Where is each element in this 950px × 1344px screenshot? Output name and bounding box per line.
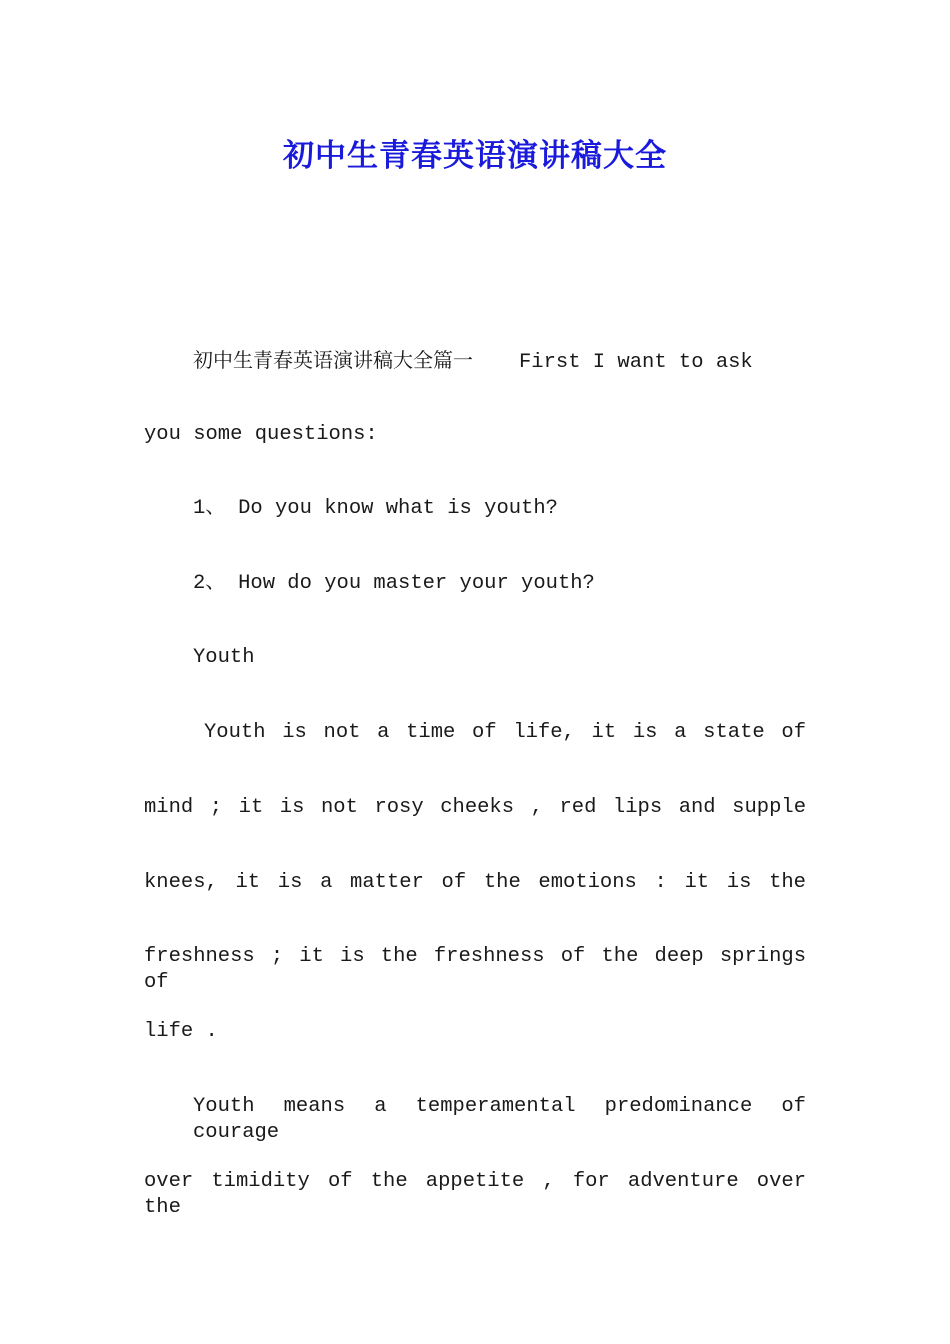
paragraph-line: mind ; it is not rosy cheeks , red lips and supple <box>144 796 806 819</box>
intro-text: First I want to ask <box>519 351 753 374</box>
paragraph-line: you some questions: <box>144 423 378 446</box>
question-item: 2、 How do you master your youth? <box>193 572 595 595</box>
paragraph-line: freshness ; it is the freshness of the deep springs of <box>144 945 806 994</box>
section-heading: 初中生青春英语演讲稿大全篇一 <box>193 348 473 372</box>
paragraph-line: over timidity of the appetite , for adventure over the <box>144 1170 806 1219</box>
paragraph-line: knees, it is a matter of the emotions : it is the <box>144 871 806 894</box>
paragraph-line: Youth is not a time of life, it is a state of <box>204 721 806 744</box>
document-title: 初中生青春英语演讲稿大全 <box>283 138 667 174</box>
first-paragraph-line <box>193 347 806 373</box>
paragraph-line: life . <box>144 1020 218 1043</box>
question-item: 1、 Do you know what is youth? <box>193 497 558 520</box>
paragraph-line: Youth means a temperamental predominance of courage <box>193 1095 806 1144</box>
subheading-youth: Youth <box>193 646 255 669</box>
